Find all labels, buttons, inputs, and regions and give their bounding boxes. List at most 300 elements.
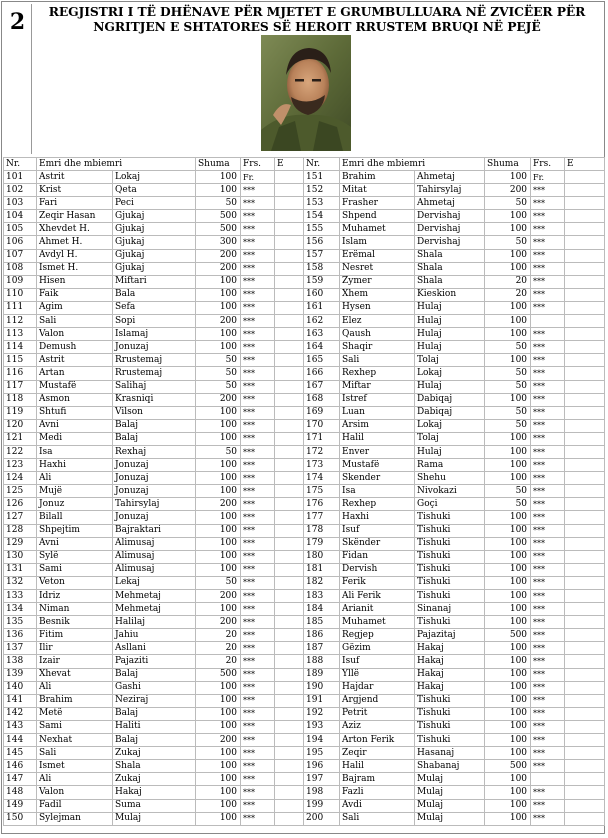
amount: 100	[485, 249, 531, 262]
header-frs: Frs.	[241, 158, 275, 171]
first-name: Muhamet	[340, 616, 415, 629]
amount: 50	[485, 498, 531, 511]
last-name: Dervishaj	[415, 236, 485, 249]
currency: ***	[531, 616, 565, 629]
row-number: 132	[4, 576, 37, 589]
row-number: 157	[304, 249, 340, 262]
currency: ***	[241, 315, 275, 328]
last-name: Alimusaj	[113, 563, 196, 576]
row-number: 125	[4, 485, 37, 498]
e-cell	[275, 472, 304, 485]
amount: 100	[485, 445, 531, 458]
e-cell	[565, 720, 605, 733]
last-name: Vilson	[113, 406, 196, 419]
amount: 20	[196, 629, 241, 642]
e-cell	[275, 275, 304, 288]
amount: 100	[485, 511, 531, 524]
currency: ***	[531, 694, 565, 707]
table-row	[4, 459, 605, 472]
amount: 100	[196, 171, 241, 184]
e-cell	[275, 498, 304, 511]
currency: ***	[241, 590, 275, 603]
e-cell	[565, 197, 605, 210]
last-name: Islamaj	[113, 328, 196, 341]
currency: ***	[531, 511, 565, 524]
amount: 100	[485, 576, 531, 589]
amount: 100	[485, 616, 531, 629]
amount: 200	[196, 393, 241, 406]
row-number: 131	[4, 563, 37, 576]
currency: ***	[241, 485, 275, 498]
amount: 500	[485, 760, 531, 773]
row-number: 168	[304, 393, 340, 406]
first-name: Sylë	[37, 550, 113, 563]
amount: 100	[485, 720, 531, 733]
e-cell	[275, 236, 304, 249]
first-name: Shpend	[340, 210, 415, 223]
row-number: 101	[4, 171, 37, 184]
row-number: 162	[304, 315, 340, 328]
e-cell	[275, 328, 304, 341]
row-number: 110	[4, 288, 37, 301]
e-cell	[565, 472, 605, 485]
last-name: Hulaj	[415, 380, 485, 393]
e-cell	[275, 786, 304, 799]
row-number: 158	[304, 262, 340, 275]
amount: 100	[196, 812, 241, 825]
table-row	[4, 773, 605, 786]
currency: ***	[531, 786, 565, 799]
currency: ***	[531, 380, 565, 393]
table-row	[4, 524, 605, 537]
amount: 20	[196, 642, 241, 655]
first-name: Sami	[37, 563, 113, 576]
e-cell	[275, 655, 304, 668]
last-name: Tishuki	[415, 550, 485, 563]
e-cell	[275, 694, 304, 707]
table-row	[4, 393, 605, 406]
table-header-row	[4, 158, 605, 171]
currency: ***	[531, 734, 565, 747]
last-name: Balaj	[113, 419, 196, 432]
e-cell	[565, 236, 605, 249]
currency: ***	[241, 380, 275, 393]
currency: ***	[531, 432, 565, 445]
currency: ***	[241, 301, 275, 314]
last-name: Mulaj	[415, 773, 485, 786]
amount: 100	[485, 694, 531, 707]
header-e: E	[275, 158, 304, 171]
last-name: Haliti	[113, 720, 196, 733]
currency: ***	[531, 590, 565, 603]
last-name: Tahirsylaj	[113, 498, 196, 511]
row-number: 139	[4, 668, 37, 681]
last-name: Tishuki	[415, 590, 485, 603]
last-name: Tahirsylaj	[415, 184, 485, 197]
amount: 100	[485, 262, 531, 275]
amount: 100	[196, 524, 241, 537]
amount: 100	[485, 799, 531, 812]
last-name: Tishuki	[415, 734, 485, 747]
table-row	[4, 707, 605, 720]
row-number: 123	[4, 459, 37, 472]
table-row	[4, 419, 605, 432]
currency: ***	[531, 485, 565, 498]
row-number: 144	[4, 734, 37, 747]
table-row	[4, 354, 605, 367]
amount: 500	[196, 210, 241, 223]
first-name: Mustafë	[37, 380, 113, 393]
amount: 100	[485, 590, 531, 603]
e-cell	[565, 760, 605, 773]
last-name: Asllani	[113, 642, 196, 655]
row-number: 166	[304, 367, 340, 380]
last-name: Hakaj	[415, 655, 485, 668]
last-name: Tishuki	[415, 694, 485, 707]
last-name: Shala	[415, 249, 485, 262]
last-name: Mulaj	[415, 799, 485, 812]
first-name: Arsim	[340, 419, 415, 432]
amount: 50	[485, 419, 531, 432]
row-number: 115	[4, 354, 37, 367]
last-name: Dervishaj	[415, 210, 485, 223]
first-name: Skender	[340, 472, 415, 485]
table-row	[4, 590, 605, 603]
row-number: 105	[4, 223, 37, 236]
currency: ***	[241, 393, 275, 406]
first-name: Zymer	[340, 275, 415, 288]
row-number: 177	[304, 511, 340, 524]
row-number: 163	[304, 328, 340, 341]
first-name: Ilir	[37, 642, 113, 655]
currency: ***	[241, 223, 275, 236]
row-number: 160	[304, 288, 340, 301]
e-cell	[565, 445, 605, 458]
header-name: Emri dhe mbiemri	[37, 158, 196, 171]
last-name: Suma	[113, 799, 196, 812]
first-name: Asmon	[37, 393, 113, 406]
first-name: Fazli	[340, 786, 415, 799]
amount: 200	[196, 734, 241, 747]
currency: ***	[241, 432, 275, 445]
currency: ***	[241, 642, 275, 655]
e-cell	[565, 210, 605, 223]
last-name: Jonuzaj	[113, 511, 196, 524]
last-name: Gjukaj	[113, 262, 196, 275]
row-number: 107	[4, 249, 37, 262]
currency: ***	[531, 210, 565, 223]
last-name: Nivokazi	[415, 485, 485, 498]
e-cell	[565, 485, 605, 498]
table-row	[4, 223, 605, 236]
row-number: 126	[4, 498, 37, 511]
first-name: Artan	[37, 367, 113, 380]
amount: 200	[196, 249, 241, 262]
last-name: Bala	[113, 288, 196, 301]
amount: 100	[196, 184, 241, 197]
currency: ***	[531, 563, 565, 576]
first-name: Hajdar	[340, 681, 415, 694]
row-number: 194	[304, 734, 340, 747]
e-cell	[275, 563, 304, 576]
row-number: 169	[304, 406, 340, 419]
e-cell	[565, 328, 605, 341]
row-number: 193	[304, 720, 340, 733]
first-name: Haxhi	[37, 459, 113, 472]
row-number: 145	[4, 747, 37, 760]
currency: ***	[241, 812, 275, 825]
e-cell	[275, 616, 304, 629]
last-name: Zukaj	[113, 747, 196, 760]
last-name: Mulaj	[415, 786, 485, 799]
first-name: Zeqir	[340, 747, 415, 760]
currency: ***	[241, 734, 275, 747]
amount: 50	[485, 341, 531, 354]
currency: ***	[531, 262, 565, 275]
amount: 100	[485, 773, 531, 786]
currency: ***	[241, 603, 275, 616]
last-name: Neziraj	[113, 694, 196, 707]
first-name: Halil	[340, 760, 415, 773]
amount: 100	[485, 301, 531, 314]
e-cell	[275, 393, 304, 406]
e-cell	[565, 694, 605, 707]
row-number: 147	[4, 773, 37, 786]
currency: ***	[241, 550, 275, 563]
last-name: Hulaj	[415, 341, 485, 354]
first-name: Islam	[340, 236, 415, 249]
last-name: Hulaj	[415, 445, 485, 458]
amount: 100	[196, 773, 241, 786]
e-cell	[565, 341, 605, 354]
last-name: Jonuzaj	[113, 472, 196, 485]
table-body	[4, 171, 605, 826]
first-name: Enver	[340, 445, 415, 458]
currency: ***	[531, 550, 565, 563]
last-name: Jahiu	[113, 629, 196, 642]
last-name: Tishuki	[415, 707, 485, 720]
last-name: Hulaj	[415, 301, 485, 314]
row-number: 124	[4, 472, 37, 485]
last-name: Gjukaj	[113, 249, 196, 262]
table-row	[4, 629, 605, 642]
row-number: 200	[304, 812, 340, 825]
amount: 100	[485, 812, 531, 825]
amount: 100	[196, 459, 241, 472]
last-name: Mulaj	[415, 812, 485, 825]
currency: ***	[241, 210, 275, 223]
amount: 100	[485, 734, 531, 747]
first-name: Sali	[340, 812, 415, 825]
currency: ***	[531, 537, 565, 550]
currency: ***	[241, 747, 275, 760]
last-name: Shala	[415, 275, 485, 288]
row-number: 102	[4, 184, 37, 197]
row-number: 112	[4, 315, 37, 328]
first-name: Ali Ferik	[340, 590, 415, 603]
row-number: 182	[304, 576, 340, 589]
e-cell	[565, 616, 605, 629]
table-row	[4, 786, 605, 799]
last-name: Jonuzaj	[113, 341, 196, 354]
amount: 50	[196, 367, 241, 380]
register-page	[1, 1, 605, 834]
first-name: Bilall	[37, 511, 113, 524]
first-name: Hysen	[340, 301, 415, 314]
first-name: Agim	[37, 301, 113, 314]
first-name: Arianit	[340, 603, 415, 616]
last-name: Rrustemaj	[113, 354, 196, 367]
e-cell	[565, 223, 605, 236]
last-name: Ahmetaj	[415, 197, 485, 210]
amount: 200	[196, 498, 241, 511]
first-name: Avdyl H.	[37, 249, 113, 262]
last-name: Tishuki	[415, 563, 485, 576]
last-name: Lokaj	[415, 367, 485, 380]
last-name: Hakaj	[113, 786, 196, 799]
last-name: Peci	[113, 197, 196, 210]
e-cell	[275, 590, 304, 603]
table-row	[4, 747, 605, 760]
row-number: 118	[4, 393, 37, 406]
row-number: 133	[4, 590, 37, 603]
table-row	[4, 210, 605, 223]
first-name: Hisen	[37, 275, 113, 288]
amount: 100	[485, 786, 531, 799]
row-number: 191	[304, 694, 340, 707]
currency: ***	[241, 668, 275, 681]
amount: 500	[196, 223, 241, 236]
table-row	[4, 498, 605, 511]
e-cell	[565, 655, 605, 668]
row-number: 150	[4, 812, 37, 825]
first-name: Sali	[37, 747, 113, 760]
amount: 100	[196, 694, 241, 707]
first-name: Nexhat	[37, 734, 113, 747]
e-cell	[565, 511, 605, 524]
e-cell	[275, 524, 304, 537]
e-cell	[565, 288, 605, 301]
last-name: Miftari	[113, 275, 196, 288]
e-cell	[565, 406, 605, 419]
last-name: Goçi	[415, 498, 485, 511]
last-name: Tishuki	[415, 576, 485, 589]
currency: ***	[241, 773, 275, 786]
row-number: 119	[4, 406, 37, 419]
row-number: 108	[4, 262, 37, 275]
first-name: Ferik	[340, 576, 415, 589]
amount: 100	[485, 472, 531, 485]
currency: ***	[531, 760, 565, 773]
e-cell	[275, 720, 304, 733]
row-number: 173	[304, 459, 340, 472]
row-number: 138	[4, 655, 37, 668]
amount: 100	[485, 432, 531, 445]
row-number: 190	[304, 681, 340, 694]
amount: 50	[485, 197, 531, 210]
row-number: 174	[304, 472, 340, 485]
amount: 100	[196, 301, 241, 314]
amount: 100	[196, 328, 241, 341]
amount: 100	[485, 171, 531, 184]
e-cell	[275, 629, 304, 642]
currency: ***	[531, 197, 565, 210]
row-number: 104	[4, 210, 37, 223]
currency: ***	[531, 603, 565, 616]
first-name: Halil	[340, 432, 415, 445]
currency: ***	[531, 498, 565, 511]
last-name: Balaj	[113, 668, 196, 681]
table-row	[4, 445, 605, 458]
amount: 300	[196, 236, 241, 249]
first-name: Shaqir	[340, 341, 415, 354]
last-name: Dabiqaj	[415, 393, 485, 406]
first-name: Rexhep	[340, 498, 415, 511]
last-name: Gjukaj	[113, 236, 196, 249]
currency: ***	[241, 249, 275, 262]
currency: ***	[531, 419, 565, 432]
amount: 100	[196, 603, 241, 616]
amount: 20	[485, 275, 531, 288]
first-name: Ali	[37, 472, 113, 485]
first-name: Dervish	[340, 563, 415, 576]
e-cell	[565, 171, 605, 184]
first-name: Faik	[37, 288, 113, 301]
currency: ***	[241, 511, 275, 524]
table-row	[4, 262, 605, 275]
first-name: Besnik	[37, 616, 113, 629]
e-cell	[565, 642, 605, 655]
last-name: Ahmetaj	[415, 171, 485, 184]
e-cell	[565, 747, 605, 760]
amount: 100	[196, 406, 241, 419]
currency: ***	[241, 694, 275, 707]
table-row	[4, 563, 605, 576]
last-name: Hakaj	[415, 681, 485, 694]
amount: 100	[485, 550, 531, 563]
e-cell	[275, 341, 304, 354]
e-cell	[565, 590, 605, 603]
e-cell	[275, 288, 304, 301]
e-cell	[565, 629, 605, 642]
amount: 200	[196, 590, 241, 603]
amount: 100	[485, 210, 531, 223]
e-cell	[565, 707, 605, 720]
last-name: Sopi	[113, 315, 196, 328]
currency: ***	[531, 406, 565, 419]
currency: ***	[531, 236, 565, 249]
amount: 100	[196, 799, 241, 812]
e-cell	[565, 380, 605, 393]
first-name: Luan	[340, 406, 415, 419]
currency: ***	[531, 328, 565, 341]
last-name: Halilaj	[113, 616, 196, 629]
row-number: 175	[304, 485, 340, 498]
row-number: 137	[4, 642, 37, 655]
first-name: Sylejman	[37, 812, 113, 825]
row-number: 176	[304, 498, 340, 511]
e-cell	[565, 459, 605, 472]
currency	[531, 315, 565, 328]
e-cell	[565, 249, 605, 262]
currency: ***	[241, 576, 275, 589]
row-number: 146	[4, 760, 37, 773]
table-row	[4, 616, 605, 629]
currency: ***	[241, 459, 275, 472]
first-name: Muhamet	[340, 223, 415, 236]
row-number: 181	[304, 563, 340, 576]
first-name: Mustafë	[340, 459, 415, 472]
